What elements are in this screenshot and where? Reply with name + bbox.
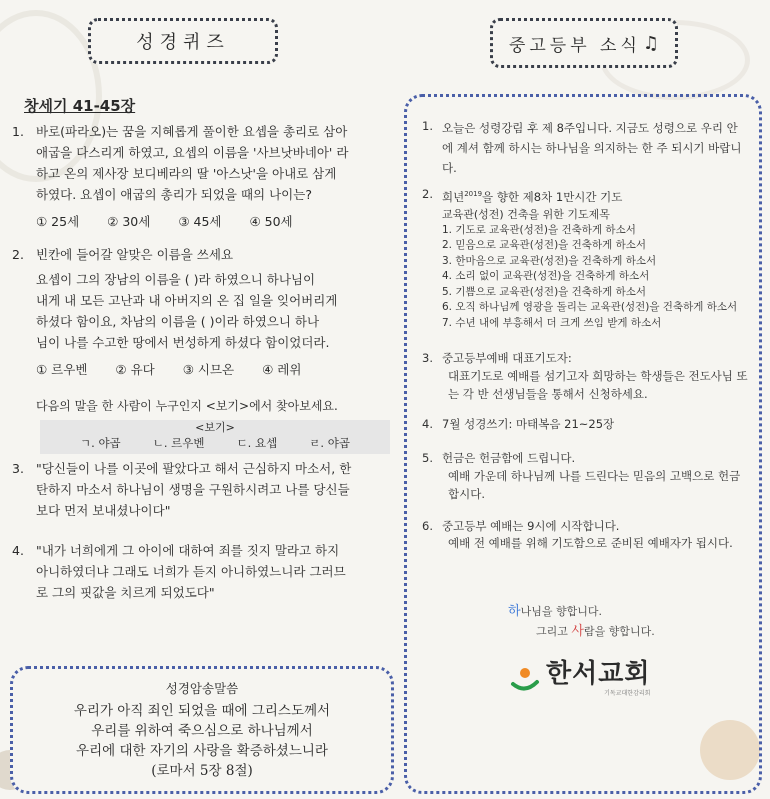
memory-verse-line: (로마서 5장 8절) (151, 763, 253, 779)
slogan-text: 람을 향합니다. (583, 625, 655, 638)
question-line: 바로(파라오)는 꿈을 지혜롭게 풀이한 요셉을 총리로 삼아 (36, 124, 348, 139)
news-item-text: 중고등부예배 대표기도자: (442, 351, 572, 365)
news-item-1 (422, 118, 748, 178)
question-line: 탄하지 마소서 하나님이 생명을 구원하시려고 나를 당신들 (36, 482, 350, 497)
slogan-accent: 사 (571, 624, 584, 639)
example-item: ㄱ. 야곱 (80, 436, 121, 450)
news-item-subtext: 예배 가운데 하나님께 나를 드린다는 믿음의 고백으로 헌금합시다. (448, 469, 741, 501)
news-title-box (490, 18, 678, 68)
question-line: 하고 온의 제사장 보디베라의 딸 '아스낫'을 아내로 삼게 (36, 166, 337, 181)
answer-options (36, 359, 392, 380)
slogan-accent: 하 (508, 604, 521, 619)
church-name: 한서교회 (546, 659, 651, 689)
news-item-number: 5. (422, 451, 433, 465)
news-item-text: 7월 성경쓰기: 마태복음 21~25장 (442, 417, 615, 431)
news-item-number: 3. (422, 351, 433, 365)
news-item-3 (422, 350, 748, 403)
answer-option: ① 25세 (36, 214, 80, 229)
question-line: 내게 내 모든 고난과 내 아버지의 온 집 일을 잊어버리게 (36, 293, 338, 308)
church-slogan (508, 602, 655, 642)
question-line: "당신들이 나를 이곳에 팔았다고 해서 근심하지 마소서, 한 (36, 461, 352, 476)
example-item: ㄹ. 야곱 (309, 436, 350, 450)
answer-option: ② 유다 (115, 362, 155, 377)
news-item-4 (422, 416, 748, 433)
answer-options (36, 211, 392, 232)
question-line: 아니하였더냐 그래도 너희가 듣지 아니하였느니라 그러므 (36, 564, 346, 579)
prayer-item: 5. 기쁨으로 교육관(성전)을 건축하게 하소서 (442, 285, 646, 298)
slogan-line-1 (508, 602, 655, 622)
question-line: 요셉이 그의 장남의 이름을 ( )라 하였으니 하나님이 (36, 272, 316, 287)
memory-verse-title: 성경암송말씀 (165, 681, 239, 696)
news-item-text-a: 희년 (442, 189, 465, 204)
news-item-subtext: 예배 전 예배를 위해 기도함으로 준비된 예배자가 됩시다. (448, 536, 733, 550)
quiz-title-box (88, 18, 278, 64)
prayer-item: 3. 한마음으로 교육관(성전)을 건축하게 하소서 (442, 254, 657, 267)
answer-option: ③ 45세 (178, 214, 222, 229)
music-note-icon: ♫ (642, 32, 660, 54)
answer-option: ④ 레위 (262, 362, 302, 377)
question-line: "내가 너희에게 그 아이에 대하여 죄를 짓지 말라고 하지 (36, 543, 340, 558)
answer-option: ② 30세 (107, 214, 151, 229)
news-item-6 (422, 518, 748, 552)
memory-verse-line: 우리가 아직 죄인 되었을 때에 그리스도께서 (73, 703, 331, 719)
news-item-5 (422, 450, 748, 503)
example-item: ㄷ. 요셉 (236, 436, 278, 450)
prayer-item: 7. 수년 내에 부흥해서 더 크게 쓰임 받게 하소서 (442, 316, 662, 329)
question-number: 2. (12, 247, 24, 262)
quiz-question-1 (12, 121, 392, 232)
prayer-item: 4. 소리 없이 교육관(성전)을 건축하게 하소서 (442, 270, 650, 283)
news-item-number: 4. (422, 417, 433, 431)
news-item-subtitle: 교육관(성전) 건축을 위한 기도제목 (442, 207, 610, 221)
question-line: 로 그의 핏값을 치르게 되었도다" (36, 585, 215, 600)
question-line: 님이 나를 수고한 땅에서 번성하게 하셨다 함이었더라. (36, 335, 330, 350)
prayer-item: 6. 오직 하나님께 영광을 돌리는 교육관(성전)을 건축하게 하소서 (442, 301, 738, 314)
news-item-2 (422, 186, 748, 331)
question-number: 1. (12, 124, 24, 139)
memory-verse-line: 우리를 위하여 죽으심으로 하나님께서 (91, 723, 313, 739)
question-number: 3. (12, 461, 24, 476)
answer-option: ④ 50세 (249, 214, 293, 229)
quiz-question-2 (12, 244, 392, 380)
slogan-text: 나 (520, 605, 532, 618)
question-prompt: 빈칸에 들어갈 알맞은 이름을 쓰세요 (36, 247, 234, 262)
news-item-superscript: 2019 (464, 190, 483, 198)
church-denomination: 기독교대한감리회 (604, 690, 651, 697)
news-item-number: 6. (422, 519, 433, 533)
quiz-question-4 (12, 540, 392, 603)
question-number: 4. (12, 543, 24, 558)
example-box-items (40, 435, 390, 451)
slogan-text: 님을 향합니다. (531, 605, 602, 618)
example-box (40, 420, 390, 454)
memory-verse-box (10, 666, 394, 794)
question-line: 애굽을 다스리게 하였고, 요셉의 이름을 '사브낫바네아' 라 (36, 145, 349, 160)
news-item-number: 2. (422, 187, 433, 201)
news-title: 중고등부 소식 (508, 35, 641, 56)
question-line: 보다 먼저 보내셨나이다" (36, 503, 171, 518)
question-line: 하였다. 요셉이 애굽의 총리가 되었을 때의 나이는? (36, 187, 312, 202)
slogan-text: 그리고 (536, 625, 572, 638)
church-logo-icon (510, 664, 540, 694)
news-item-number: 1. (422, 119, 433, 133)
news-item-text: 오늘은 성령강림 후 제 8주입니다. 지금도 성령으로 우리 안에 계셔 함께 하시는 하나님을 의지하는 한 주 되시기 바랍니다. (442, 121, 742, 175)
prayer-item: 1. 기도로 교육관(성전)을 건축하게 하소서 (442, 223, 636, 236)
section-header (24, 95, 135, 116)
news-item-text: 중고등부 예배는 9시에 시작합니다. (442, 519, 620, 533)
answer-option: ③ 시므온 (182, 362, 235, 377)
news-item-text-b: 을 향한 제8차 1만시간 기도 (482, 189, 623, 204)
quiz-title: 성경퀴즈 (136, 32, 230, 53)
quiz-question-3 (12, 458, 392, 521)
memory-verse-text (13, 701, 391, 781)
prayer-item: 2. 믿음으로 교육관(성전)을 건축하게 하소서 (442, 239, 646, 252)
quiz-instruction: 다음의 말을 한 사람이 누구인지 <보기>에서 찾아보세요. (36, 399, 338, 413)
question-line: 하셨다 함이요, 차남의 이름을 ( )이라 하였으니 하나 (36, 314, 320, 329)
news-item-text (442, 186, 748, 206)
answer-option: ① 르우벤 (36, 362, 88, 377)
example-item: ㄴ. 르우벤 (152, 436, 205, 450)
prayer-list (442, 223, 748, 332)
church-logo (510, 660, 650, 697)
news-item-text: 헌금은 헌금함에 드립니다. (442, 451, 576, 465)
example-box-title: <보기> (195, 421, 235, 434)
section-header-text: 창세기 41-45장 (24, 97, 136, 115)
slogan-line-2 (536, 622, 655, 642)
memory-verse-line: 우리에 대한 자기의 사랑을 확증하셨느니라 (76, 743, 328, 759)
news-item-subtext: 대표기도로 예배를 섬기고자 희망하는 학생들은 전도사님 또는 각 반 선생님들을 통해서 신청하세요. (448, 369, 748, 401)
